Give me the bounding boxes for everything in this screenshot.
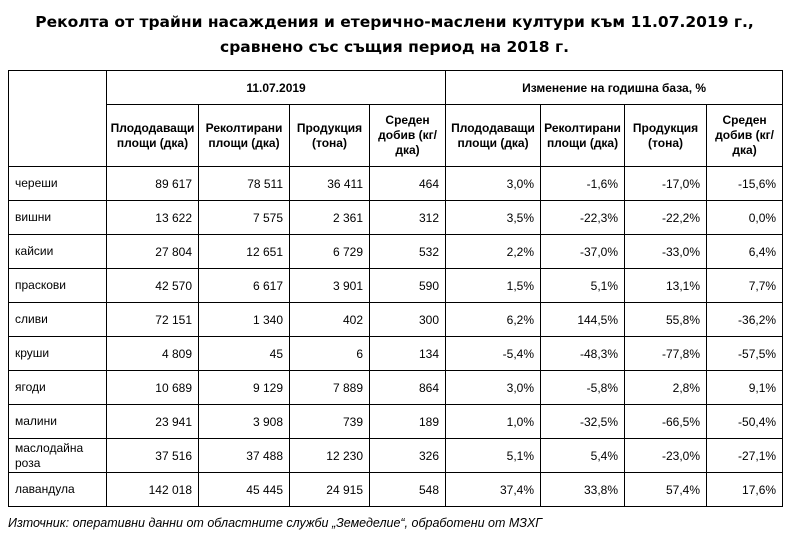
change-yield-cell: -27,1% [707,439,783,473]
production-cell: 739 [290,405,370,439]
avg-yield-cell: 312 [370,201,446,235]
crop-name: праскови [9,269,107,303]
fruiting-area-cell: 142 018 [107,473,199,507]
change-fruiting-cell: 2,2% [446,235,541,269]
avg-yield-cell: 590 [370,269,446,303]
harvested-area-cell: 45 445 [199,473,290,507]
change-harvested-cell: -37,0% [541,235,625,269]
change-fruiting-cell: 1,0% [446,405,541,439]
change-fruiting-cell: -5,4% [446,337,541,371]
change-production-cell: -22,2% [625,201,707,235]
table-row [9,235,783,269]
col-change-production: Продукция (тона) [625,105,707,167]
change-harvested-cell: -1,6% [541,167,625,201]
production-cell: 36 411 [290,167,370,201]
header-group-row [9,71,783,105]
title-line-1: Реколта от трайни насаждения и етерично-маслени култури към 11.07.2019 г., [35,13,754,31]
header-corner-cell [9,71,107,167]
header-columns-row [9,105,783,167]
table-row [9,303,783,337]
crop-name: малини [9,405,107,439]
change-yield-cell: -57,5% [707,337,783,371]
fruiting-area-cell: 37 516 [107,439,199,473]
change-production-cell: -66,5% [625,405,707,439]
production-cell: 7 889 [290,371,370,405]
table-row [9,269,783,303]
fruiting-area-cell: 4 809 [107,337,199,371]
crop-name: череши [9,167,107,201]
title-line-2: сравнено със същия период на 2018 г. [220,38,569,56]
harvested-area-cell: 6 617 [199,269,290,303]
change-production-cell: -23,0% [625,439,707,473]
crop-name: кайсии [9,235,107,269]
crop-name: ягоди [9,371,107,405]
fruiting-area-cell: 23 941 [107,405,199,439]
fruiting-area-cell: 72 151 [107,303,199,337]
change-production-cell: -33,0% [625,235,707,269]
change-production-cell: -77,8% [625,337,707,371]
harvested-area-cell: 12 651 [199,235,290,269]
change-harvested-cell: -48,3% [541,337,625,371]
change-fruiting-cell: 5,1% [446,439,541,473]
change-harvested-cell: 33,8% [541,473,625,507]
col-change-avg-yield: Среден добив (кг/дка) [707,105,783,167]
change-yield-cell: 0,0% [707,201,783,235]
col-avg-yield: Среден добив (кг/дка) [370,105,446,167]
fruiting-area-cell: 42 570 [107,269,199,303]
col-harvested-area: Реколтирани площи (дка) [199,105,290,167]
crop-name: маслодайна роза [9,439,107,473]
table-row [9,405,783,439]
source-note: Източник: оперативни данни от областните служби „Земеделие“, обработени от МЗХГ [8,516,543,530]
document-title [0,10,789,60]
table-row [9,473,783,507]
col-production: Продукция (тона) [290,105,370,167]
production-cell: 12 230 [290,439,370,473]
harvested-area-cell: 37 488 [199,439,290,473]
table-row [9,337,783,371]
avg-yield-cell: 464 [370,167,446,201]
crop-name: лавандула [9,473,107,507]
change-harvested-cell: -22,3% [541,201,625,235]
change-harvested-cell: -32,5% [541,405,625,439]
crop-name: вишни [9,201,107,235]
harvested-area-cell: 7 575 [199,201,290,235]
harvested-area-cell: 9 129 [199,371,290,405]
crop-name: сливи [9,303,107,337]
production-cell: 402 [290,303,370,337]
harvested-area-cell: 78 511 [199,167,290,201]
avg-yield-cell: 134 [370,337,446,371]
avg-yield-cell: 548 [370,473,446,507]
fruiting-area-cell: 27 804 [107,235,199,269]
avg-yield-cell: 300 [370,303,446,337]
change-yield-cell: 9,1% [707,371,783,405]
col-change-harvested-area: Реколтирани площи (дка) [541,105,625,167]
harvest-table [8,70,783,507]
header-change-group: Изменение на годишна база, % [446,71,783,105]
avg-yield-cell: 189 [370,405,446,439]
change-fruiting-cell: 3,0% [446,371,541,405]
change-yield-cell: 17,6% [707,473,783,507]
table-row [9,167,783,201]
production-cell: 6 729 [290,235,370,269]
table-row [9,371,783,405]
fruiting-area-cell: 10 689 [107,371,199,405]
production-cell: 6 [290,337,370,371]
change-production-cell: 2,8% [625,371,707,405]
change-yield-cell: 7,7% [707,269,783,303]
col-change-fruiting-area: Плододаващи площи (дка) [446,105,541,167]
change-harvested-cell: 5,1% [541,269,625,303]
change-production-cell: -17,0% [625,167,707,201]
crop-name: круши [9,337,107,371]
production-cell: 2 361 [290,201,370,235]
harvested-area-cell: 45 [199,337,290,371]
change-production-cell: 57,4% [625,473,707,507]
table-row [9,201,783,235]
change-fruiting-cell: 3,0% [446,167,541,201]
change-production-cell: 55,8% [625,303,707,337]
avg-yield-cell: 532 [370,235,446,269]
col-fruiting-area: Плододаващи площи (дка) [107,105,199,167]
harvested-area-cell: 1 340 [199,303,290,337]
change-fruiting-cell: 1,5% [446,269,541,303]
production-cell: 3 901 [290,269,370,303]
table-row [9,439,783,473]
fruiting-area-cell: 89 617 [107,167,199,201]
change-production-cell: 13,1% [625,269,707,303]
change-harvested-cell: 5,4% [541,439,625,473]
harvested-area-cell: 3 908 [199,405,290,439]
change-fruiting-cell: 37,4% [446,473,541,507]
change-yield-cell: -36,2% [707,303,783,337]
production-cell: 24 915 [290,473,370,507]
change-fruiting-cell: 6,2% [446,303,541,337]
header-date-group: 11.07.2019 [107,71,446,105]
change-yield-cell: -15,6% [707,167,783,201]
change-fruiting-cell: 3,5% [446,201,541,235]
change-harvested-cell: 144,5% [541,303,625,337]
change-yield-cell: -50,4% [707,405,783,439]
change-yield-cell: 6,4% [707,235,783,269]
change-harvested-cell: -5,8% [541,371,625,405]
fruiting-area-cell: 13 622 [107,201,199,235]
avg-yield-cell: 864 [370,371,446,405]
avg-yield-cell: 326 [370,439,446,473]
